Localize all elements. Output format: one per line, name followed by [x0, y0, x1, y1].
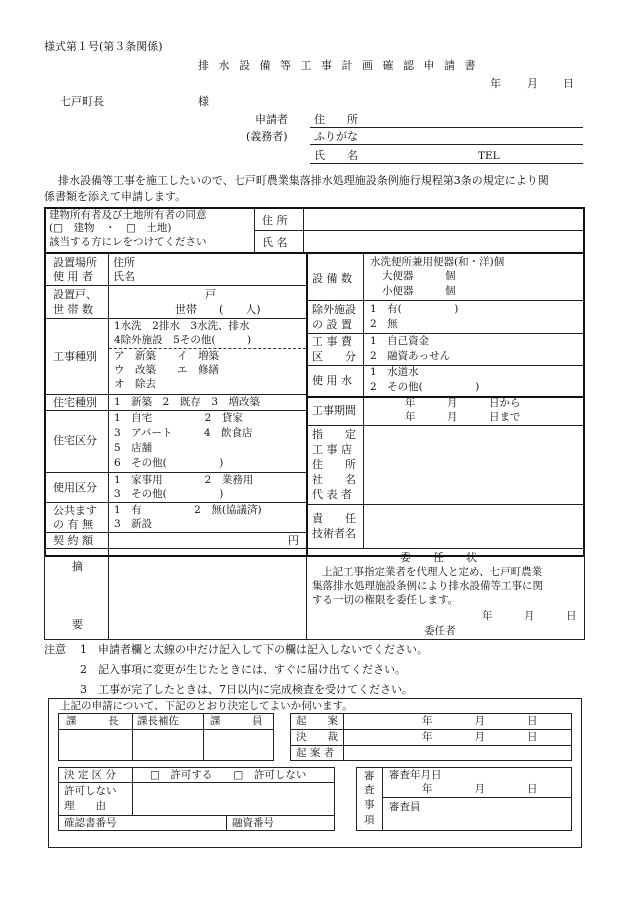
applicant-furigana-label: ふりがな: [314, 130, 358, 143]
review-label-3: 事: [364, 799, 375, 811]
applicant-address-label: 住 所: [314, 113, 358, 126]
water-1: 1 水道水: [370, 366, 419, 378]
proxy-text-3: する一切の権限を委任します。: [312, 594, 459, 606]
water-label: 使 用 水: [312, 374, 352, 387]
proxy-text-1: 上記工事指定業者を代理人と定め、七戸町農業: [322, 566, 543, 578]
contract-label: 契 約 額: [53, 534, 93, 547]
intro-line-1: 排水設備等工事を施工したいので、七戸町農業集落排水処理施設条例施行規程第3条の規定により関: [58, 174, 549, 187]
approver-deputy: 課長補佐: [137, 715, 179, 727]
consent-line-1: 建物所有者及び土地所有者の同意: [49, 209, 207, 221]
reason-label-1: 許可しない: [64, 785, 117, 797]
obligor-label: (義務者): [246, 130, 288, 143]
housing-class-4: 6 その他( ): [114, 457, 224, 469]
loan-no-label: 融資番号: [232, 817, 274, 829]
note-1: 1 申請者欄と太線の中だけ記入して下の欄は記入しないでください。: [80, 643, 428, 656]
header-month: 月: [527, 77, 538, 90]
fixtures-2: 大便器 個: [382, 270, 456, 282]
draft-label-2: 決 裁: [296, 731, 338, 743]
exclusion-label-2: の 設 置: [312, 318, 352, 331]
cost-label-1: 工 事 費: [312, 335, 352, 348]
draft-date-1: 年 月 日: [422, 715, 538, 727]
work-type-a-1: 1水洗 2排水 3水洗、排水: [114, 320, 250, 332]
cert-no-label: 確認書番号: [64, 817, 117, 829]
proxy-signer: 委任者: [424, 625, 456, 637]
office-intro: 上記の申請について、下記のとおり決定してよいか伺います。: [60, 700, 353, 712]
fixtures-3: 小便器 個: [382, 285, 456, 297]
review-label-4: 項: [364, 814, 375, 826]
work-type-b-2: ウ 改築 エ 修繕: [114, 364, 219, 376]
usage-1: 1 家事用 2 業務用: [114, 474, 254, 486]
households-unit-1: 戸: [205, 288, 216, 301]
work-type-label: 工事種別: [53, 350, 97, 363]
remarks-label-2: 要: [72, 618, 83, 631]
usage-label: 使用区分: [53, 481, 97, 494]
exclusion-label-1: 除外施設: [312, 303, 356, 316]
decision-label: 決 定 区 分: [64, 769, 117, 781]
exclusion-1: 1 有( ): [370, 303, 459, 315]
note-2: 2 記入事項に変更が生じたときには、すぐに届け出てください。: [80, 663, 406, 676]
contractor-label-3: 住 所: [312, 458, 356, 471]
consent-line-2: (□ 建物 ・ □ 土地): [49, 222, 172, 234]
housing-class-3: 5 店舗: [114, 442, 153, 454]
consent-name-label: 氏 名: [262, 236, 288, 249]
draft-label-1: 起 案: [296, 715, 338, 727]
draft-date-2: 年 月 日: [422, 731, 538, 743]
proxy-text-2: 集落排水処理施設条例により排水設備等工事に関: [312, 580, 543, 592]
header-year: 年: [490, 77, 501, 90]
remarks-label-1: 摘: [72, 560, 83, 573]
contractor-label-5: 代 表 者: [312, 488, 352, 501]
housing-class-label: 住宅区分: [53, 434, 97, 447]
notes-label: 注意: [44, 643, 66, 656]
public-1: 1 有 2 無(協議済): [114, 504, 262, 516]
housing-class-1: 1 自宅 2 貸家: [114, 412, 243, 424]
consent-line-3: 該当する方にレをつけてください: [49, 236, 207, 248]
approver-chief: 課 長: [66, 715, 119, 727]
contract-unit: 円: [288, 534, 299, 547]
exclusion-2: 2 無: [370, 318, 398, 330]
housing-types: 1 新築 2 既存 3 増改築: [114, 396, 261, 408]
reviewer-label: 審査員: [389, 801, 421, 813]
location-label-1: 設置場所: [53, 256, 97, 269]
applicant-label: 申請者: [255, 113, 288, 126]
water-2: 2 その他( ): [370, 381, 480, 393]
location-label-2: 使 用 者: [53, 270, 93, 283]
contractor-label-4: 社 名: [312, 473, 356, 486]
fixtures-1: 水洗便所兼用便器(和・洋)個: [370, 256, 505, 268]
decision-options: □ 許可する □ 許可しない: [150, 769, 307, 781]
engineer-label-2: 技術者名: [312, 527, 356, 540]
review-date: 年 月 日: [422, 783, 538, 795]
note-3: 3 工事が完了したときは、7日以内に完成検査を受けてください。: [80, 683, 413, 696]
households-unit-2: 世帯 ( 人): [175, 303, 261, 316]
work-type-a-2: 4除外施設 5その他( ): [114, 334, 252, 346]
location-name: 氏名: [113, 270, 135, 283]
period-from: 年 月 日から: [405, 397, 521, 409]
form-number: 様式第１号(第３条関係): [44, 40, 163, 53]
usage-2: 3 その他( ): [114, 488, 224, 500]
proxy-date: 年 月 日: [482, 610, 577, 622]
header-day: 日: [563, 77, 574, 90]
public-2: 3 新設: [114, 518, 153, 530]
review-label-1: 審: [364, 770, 375, 782]
cost-label-2: 区 分: [312, 350, 356, 363]
period-to: 年 月 日まで: [405, 411, 521, 423]
households-label-2: 世 帯 数: [53, 303, 93, 316]
housing-class-2: 3 アパート 4 飲食店: [114, 427, 253, 439]
work-type-b-3: オ 除去: [114, 378, 156, 390]
applicant-tel-label: TEL: [478, 150, 500, 162]
addressee: 七戸町長: [60, 95, 104, 108]
housing-type-label: 住宅種別: [53, 396, 97, 409]
location-address: 住所: [113, 256, 135, 269]
draft-label-3: 起 案 者: [296, 747, 335, 759]
review-label-2: 査: [364, 784, 375, 796]
public-label-2: の 有 無: [53, 518, 93, 531]
honorific: 様: [198, 95, 209, 108]
households-label-1: 設置戸、: [53, 288, 97, 301]
form-title: 排 水 設 備 等 工 事 計 画 確 認 申 請 書: [198, 59, 479, 72]
work-type-b-1: ア 新築 イ 増築: [114, 350, 219, 362]
applicant-name-label: 氏 名: [314, 149, 358, 162]
cost-1: 1 自己資金: [370, 335, 430, 347]
proxy-title: 委 任 状: [400, 551, 477, 564]
cost-2: 2 融資あっせん: [370, 350, 451, 362]
review-date-label: 審査年月日: [389, 769, 442, 781]
intro-line-2: 係書類を添えて申請します。: [44, 190, 187, 203]
fixtures-label: 設 備 数: [312, 272, 352, 285]
period-label: 工事期間: [312, 404, 356, 417]
reason-label-2: 理 由: [64, 800, 106, 812]
contractor-label-1: 指 定: [312, 428, 356, 441]
contractor-label-2: 工 事 店: [312, 443, 352, 456]
consent-address-label: 住 所: [262, 214, 288, 227]
engineer-label-1: 責 任: [312, 512, 356, 525]
approver-staff: 課 員: [210, 715, 263, 727]
public-label-1: 公共ます: [53, 504, 97, 517]
